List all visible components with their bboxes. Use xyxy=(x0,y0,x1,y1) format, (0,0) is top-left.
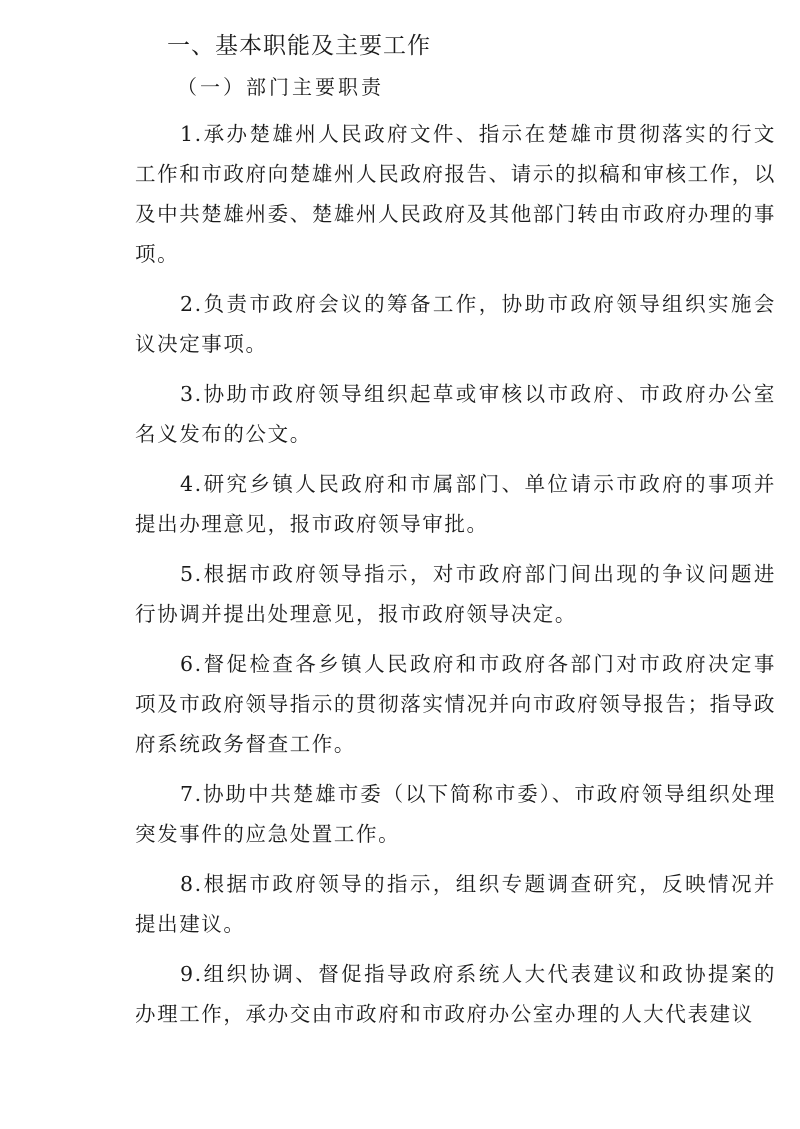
duty-paragraph-2: 2.负责市政府会议的筹备工作，协助市政府领导组织实施会议决定事项。 xyxy=(135,292,776,356)
duty-paragraph-7: 7.协助中共楚雄市委（以下简称市委）、市政府领导组织处理突发事件的应急处置工作。 xyxy=(135,782,776,846)
duty-paragraph-9: 9.组织协调、督促指导政府系统人大代表建议和政协提案的办理工作，承办交由市政府和市政府办公室办理的人大代表建议 xyxy=(135,962,776,1026)
duty-paragraph-6: 6.督促检查各乡镇人民政府和市政府各部门对市政府决定事项及市政府领导指示的贯彻落实情况并向市政府领导报告；指导政府系统政务督查工作。 xyxy=(135,652,776,756)
duty-paragraph-5: 5.根据市政府领导指示，对市政府部门间出现的争议问题进行协调并提出处理意见，报市政府领导决定。 xyxy=(135,562,776,626)
duty-paragraph-8: 8.根据市政府领导的指示，组织专题调查研究，反映情况并提出建议。 xyxy=(135,872,776,936)
subsection-heading: （一）部门主要职责 xyxy=(177,75,384,99)
duty-paragraph-3: 3.协助市政府领导组织起草或审核以市政府、市政府办公室名义发布的公文。 xyxy=(135,382,776,446)
section-heading: 一、基本职能及主要工作 xyxy=(167,33,431,59)
duty-paragraph-4: 4.研究乡镇人民政府和市属部门、单位请示市政府的事项并提出办理意见，报市政府领导审批。 xyxy=(135,472,776,536)
duty-paragraph-1: 1.承办楚雄州人民政府文件、指示在楚雄市贯彻落实的行文工作和市政府向楚雄州人民政府报告、请示的拟稿和审核工作，以及中共楚雄州委、楚雄州人民政府及其他部门转由市政府办理的事项。 xyxy=(135,122,776,266)
